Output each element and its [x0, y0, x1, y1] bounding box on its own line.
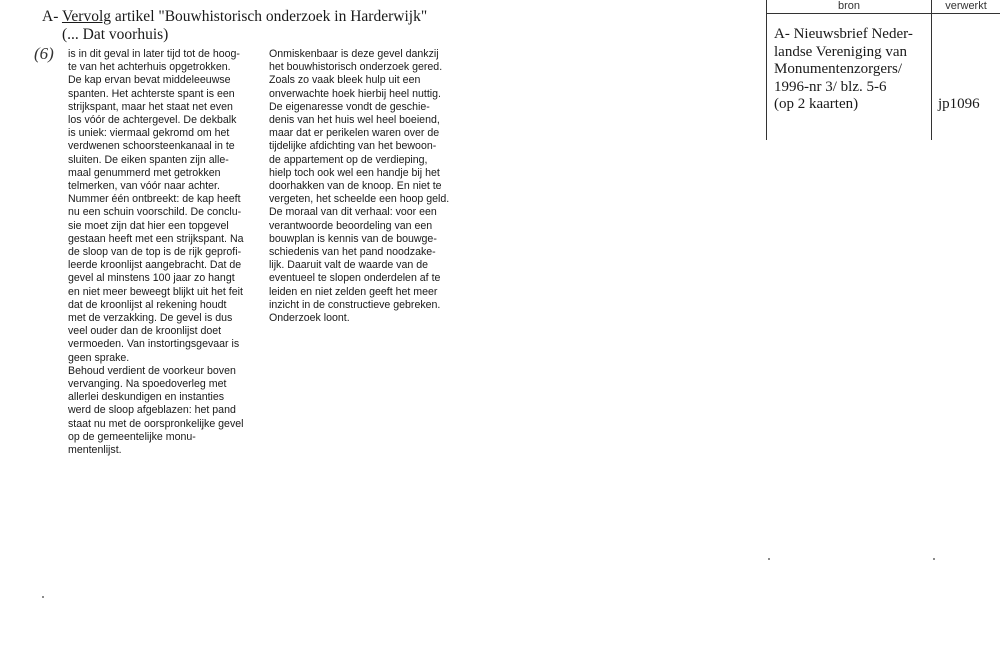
text-line: A- Nieuwsbrief Neder-: [774, 26, 913, 42]
text-line: De moraal van dit verhaal: voor een: [269, 206, 437, 219]
table-header-bron: bron: [837, 0, 861, 12]
title-underlined-word: Vervolg: [61, 8, 112, 25]
text-line: denis van het huis wel heel boeiend,: [269, 114, 440, 127]
text-line: Onderzoek loont.: [269, 312, 350, 325]
text-line: is in dit geval in later tijd tot de hoog-: [68, 48, 240, 60]
text-line: verdwenen schoorsteenkanaal in te: [68, 140, 235, 153]
text-line: spanten. Het achterste spant is een: [68, 87, 235, 100]
text-line: telmerken, van vóór naar achter.: [68, 180, 220, 193]
text-line: gestaan heeft met een strijkspant. Na: [68, 232, 244, 245]
table-column-divider: [931, 0, 932, 140]
text-line: leiden en niet zelden geeft het meer: [269, 285, 438, 298]
text-line: (op 2 kaarten): [774, 96, 859, 112]
text-line: is uniek: viermaal gekromd om het: [68, 127, 230, 140]
text-line: hielp toch ook wel een handje bij het: [269, 166, 440, 179]
text-line: Monumentenzorgers/: [774, 61, 903, 77]
text-line: vermoeden. Van instortingsgevaar is: [68, 338, 240, 351]
text-line: 1996-nr 3/ blz. 5-6: [774, 78, 887, 95]
text-line: vervanging. Na spoedoverleg met: [68, 378, 227, 391]
text-line: Onmiskenbaar is deze gevel dankzij: [269, 48, 439, 60]
text-line: maal genummerd met getrokken: [68, 166, 221, 179]
text-line: eventueel te slopen onderdelen af te: [269, 272, 441, 285]
text-line: gevel al minstens 100 jaar zo hangt: [68, 272, 235, 285]
text-line: de appartement op de verdieping,: [269, 153, 428, 166]
text-line: Behoud verdient de voorkeur boven: [68, 364, 236, 377]
text-line: en niet meer beweegt blijkt uit het feit: [68, 285, 243, 298]
table-header-divider: [766, 13, 1000, 14]
text-line: Nummer één ontbreekt: de kap heeft: [68, 193, 241, 206]
text-line: onverwachte hoek hierbij heel nuttig.: [269, 87, 441, 100]
text-line: leerde kroonlijst aangebracht. Dat de: [68, 259, 242, 272]
title-prefix: A-: [42, 8, 62, 25]
text-column-1: [68, 48, 244, 457]
text-line: inzicht in de constructieve gebreken.: [269, 298, 441, 311]
scan-speck: [933, 558, 935, 560]
table-border-left: [766, 0, 767, 140]
article-subtitle: (... Dat voorhuis): [62, 26, 169, 43]
text-line: schiedenis van het pand noodzake-: [269, 246, 436, 259]
text-line: dat de kroonlijst al rekening houdt: [68, 298, 227, 311]
processed-code: jp1096: [938, 96, 980, 112]
text-line: vergeten, het scheelde een hoop geld.: [269, 193, 450, 206]
text-line: bouwplan is kennis van de bouwge-: [269, 232, 437, 245]
text-line: verantwoorde beoordeling van een: [269, 219, 433, 232]
text-line: De kap ervan bevat middeleeuwse: [68, 74, 231, 87]
text-line: los vóór de achtergevel. De dekbalk: [68, 114, 237, 127]
text-line: met de verzakking. De gevel is dus: [68, 312, 233, 325]
handwritten-page-mark: (6): [34, 44, 54, 63]
text-line: doorhakken van de knoop. En niet te: [269, 180, 442, 193]
text-line: mentenlijst.: [68, 444, 122, 457]
text-column-2: [269, 48, 449, 325]
text-line: geen sprake.: [68, 351, 130, 364]
text-line: allerlei deskundigen en instanties: [68, 391, 225, 404]
text-line: het bouwhistorisch onderzoek gered.: [269, 61, 443, 74]
text-line: tijdelijke afdichting van het bewoon-: [269, 140, 437, 153]
text-line: lijk. Daaruit valt de waarde van de: [269, 259, 428, 272]
text-line: te van het achterhuis opgetrokken.: [68, 61, 231, 74]
text-line: sie moet zijn dat hier een topgevel: [68, 219, 229, 232]
text-line: nu een schuin voorschild. De conclu-: [68, 206, 242, 219]
text-line: de sloop van de top is de rijk geprofi-: [68, 246, 242, 259]
text-line: werd de sloop afgeblazen: het pand: [68, 404, 236, 417]
text-line: staat nu met de oorspronkelijke gevel: [68, 417, 244, 430]
text-line: strijkspant, maar het staat net even: [68, 100, 233, 113]
text-line: op de gemeentelijke monu-: [68, 430, 196, 443]
scan-speck: [42, 596, 44, 598]
text-line: De eigenaresse vondt de geschie-: [269, 100, 430, 113]
article-title: [42, 8, 427, 26]
text-line: landse Vereniging van: [774, 43, 908, 60]
text-line: veel ouder dan de kroonlijst doet: [68, 325, 222, 338]
scan-speck: [768, 558, 770, 560]
text-line: sluiten. De eiken spanten zijn alle-: [68, 153, 229, 166]
source-citation: [774, 26, 913, 114]
text-line: Zoals zo vaak bleek hulp uit een: [269, 74, 421, 87]
text-line: maar dat er perikelen waren over de: [269, 127, 440, 140]
title-rest: artikel "Bouwhistorisch onderzoek in Harderwijk": [111, 8, 428, 25]
table-header-verwerkt: verwerkt: [945, 0, 987, 12]
